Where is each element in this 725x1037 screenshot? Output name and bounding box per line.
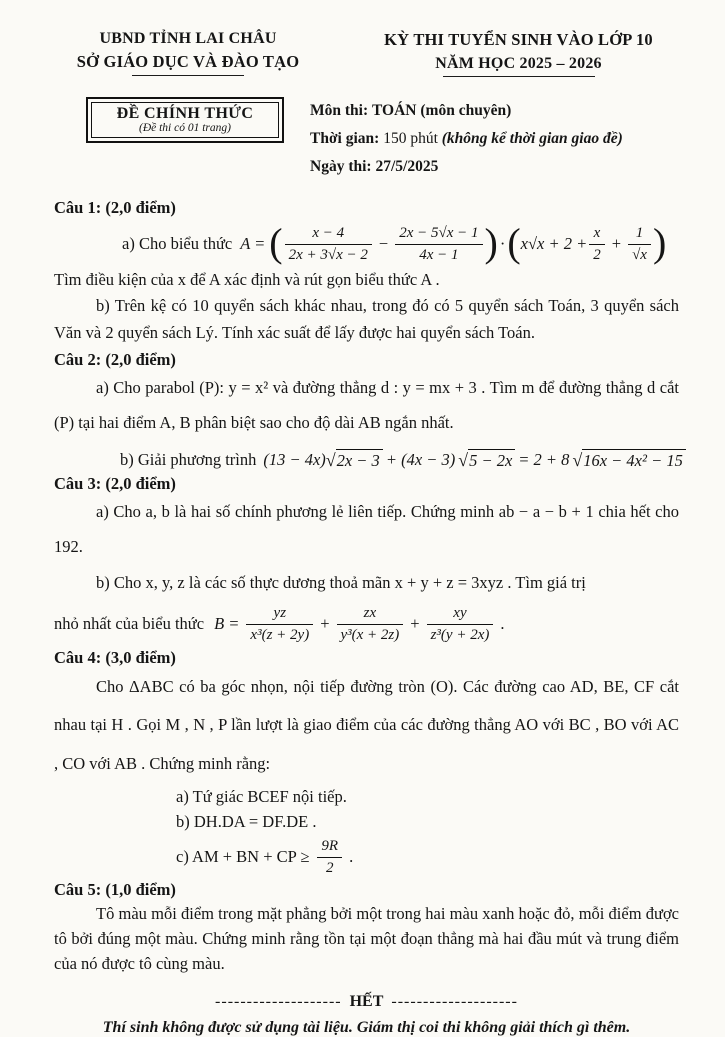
subject-value: TOÁN (môn chuyên)	[372, 102, 512, 120]
question-4-body: Cho ΔABC có ba góc nhọn, nội tiếp đường tròn (O). Các đường cao AD, BE, CF cắt nhau tại H . Gọi M , N , P lần lượt là giao điểm của các đường thẳng AO với BC , BO với AC , CO với AB . Chứng minh rằng:	[54, 676, 679, 774]
subject-label: Môn thi:	[310, 102, 369, 120]
fraction	[337, 604, 404, 645]
sqrt-sign: √	[458, 449, 469, 470]
fraction	[285, 224, 372, 265]
q2b-term2: + (4x − 3)	[385, 449, 456, 469]
time-value: 150 phút	[383, 130, 438, 148]
radicand: 5 − 2x	[468, 449, 515, 471]
fraction-denominator: y³(x + 2z)	[340, 626, 400, 643]
minus-operator: −	[378, 234, 389, 254]
question-1-title: Câu 1: (2,0 điểm)	[54, 198, 176, 218]
org-name-line2: SỞ GIÁO DỤC VÀ ĐÀO TẠO	[76, 52, 300, 71]
subject-line	[310, 97, 623, 125]
question-4-title: Câu 4: (3,0 điểm)	[54, 647, 176, 667]
right-paren: )	[484, 220, 498, 266]
org-underline	[132, 75, 244, 76]
question-2-title: Câu 2: (2,0 điểm)	[54, 349, 176, 369]
plus-operator: +	[410, 614, 420, 634]
time-label: Thời gian:	[310, 130, 380, 148]
school-year: NĂM HỌC 2025 – 2026	[435, 55, 602, 72]
header-right	[340, 30, 697, 77]
q1a-lead: A =	[240, 234, 266, 254]
fraction-numerator: yz	[246, 604, 313, 625]
dot-operator: ·	[499, 234, 506, 254]
left-paren: (	[269, 220, 283, 266]
sqrt-sign: √	[572, 449, 583, 470]
question-5-title: Câu 5: (1,0 điểm)	[54, 880, 176, 900]
time-note: (không kể thời gian giao đề)	[441, 130, 623, 148]
plus-operator: +	[320, 614, 330, 634]
question-1a-condition: Tìm điều kiện của x để A xác định và rút gọn biểu thức A .	[54, 269, 440, 289]
fraction-numerator: x − 4	[285, 224, 372, 245]
radicand: 2x − 3	[336, 449, 383, 471]
right-paren: )	[652, 220, 667, 266]
date-line	[310, 153, 623, 181]
official-box-subtitle: (Đề thi có 01 trang)	[139, 122, 231, 135]
question-3a-text: a) Cho a, b là hai số chính phương lẻ liên tiếp. Chứng minh ab − a − b + 1 chia hết cho 192.	[54, 501, 679, 557]
date-label: Ngày thi:	[310, 158, 372, 176]
fraction-numerator: 1	[628, 224, 651, 245]
question-3b-intro: b) Cho x, y, z là các số thực dương thoả mãn x + y + z = 3xyz . Tìm giá trị	[96, 572, 586, 592]
q3b-lead: B =	[214, 614, 240, 634]
plus-operator: +	[611, 234, 622, 254]
exam-info	[310, 97, 623, 181]
fraction-denominator: √x	[632, 246, 647, 263]
exam-title: KỲ THI TUYỂN SINH VÀO LỚP 10	[384, 30, 653, 49]
question-5-body: Tô màu mỗi điểm trong mặt phẳng bởi một trong hai màu xanh hoặc đỏ, mỗi điểm được tô bởi đúng một màu. Chứng minh rằng tồn tại một đoạn thẳng mà hai đầu mút và trung điểm của nó được tô cùng màu.	[54, 904, 679, 973]
fraction	[246, 604, 313, 645]
fraction-denominator: 2x + 3√x − 2	[288, 246, 368, 263]
fraction-numerator: 9R	[317, 837, 342, 858]
q4c-lead: c) AM + BN + CP ≥	[176, 847, 310, 867]
question-4-item-a: a) Tứ giác BCEF nội tiếp.	[176, 786, 347, 806]
fraction-denominator: 2	[325, 859, 334, 876]
sqrt-radical	[458, 449, 515, 471]
sqrt-sign: √	[325, 449, 336, 470]
header-left	[36, 30, 340, 77]
footer-note: Thí sinh không được sử dụng tài liệu. Giám thị coi thi không giải thích gì thêm.	[102, 1018, 631, 1036]
fraction	[628, 224, 651, 265]
fraction	[589, 224, 605, 265]
org-name-line1: UBND TỈNH LAI CHÂU	[99, 30, 277, 47]
q2b-term3: = 2 + 8	[518, 449, 570, 469]
date-value: 27/5/2025	[375, 158, 439, 176]
q1a-group-lead: x√x + 2 +	[520, 234, 588, 254]
fraction	[317, 837, 342, 878]
official-exam-box	[86, 97, 284, 143]
exam-body	[0, 181, 725, 1037]
end-marker-line	[54, 993, 679, 1011]
left-paren: (	[507, 220, 521, 266]
question-2b-equation	[120, 449, 683, 471]
q2b-prefix: b) Giải phương trình	[120, 449, 257, 469]
end-period: .	[349, 847, 354, 867]
subheader	[0, 97, 725, 181]
question-1a-formula	[122, 220, 679, 266]
fraction-numerator: zx	[337, 604, 404, 625]
end-period: .	[500, 614, 505, 634]
sqrt-radical	[572, 449, 685, 471]
fraction	[427, 604, 494, 645]
fraction-denominator: 2	[593, 246, 601, 263]
q1a-prefix: a) Cho biểu thức	[122, 234, 233, 254]
question-3b-formula	[54, 604, 679, 645]
dashes-left: --------------------	[215, 992, 342, 1010]
official-exam-box-inner	[91, 102, 279, 138]
time-line	[310, 125, 623, 153]
fraction-numerator: x	[589, 224, 605, 245]
year-underline	[443, 76, 595, 77]
q3b-cont: nhỏ nhất của biểu thức	[54, 614, 205, 634]
fraction-numerator: xy	[427, 604, 494, 625]
end-marker: HẾT	[349, 992, 384, 1010]
dashes-right: --------------------	[391, 992, 518, 1010]
question-2a-text: a) Cho parabol (P): y = x² và đường thẳng d : y = mx + 3 . Tìm m để đường thẳng d cắt (P) tại hai điểm A, B phân biệt sao cho độ dài AB ngắn nhất.	[54, 377, 679, 433]
official-box-title: ĐỀ CHÍNH THỨC	[116, 104, 254, 122]
fraction-denominator: 4x − 1	[419, 246, 459, 263]
question-4-item-b: b) DH.DA = DF.DE .	[176, 812, 317, 832]
question-4-item-c	[176, 837, 679, 878]
sqrt-radical	[326, 449, 383, 471]
fraction	[395, 224, 482, 265]
radicand: 16x − 4x² − 15	[582, 449, 686, 471]
fraction-numerator: 2x − 5√x − 1	[395, 224, 482, 245]
question-3-title: Câu 3: (2,0 điểm)	[54, 473, 176, 493]
q2b-term1: (13 − 4x)	[263, 449, 326, 469]
fraction-denominator: x³(z + 2y)	[250, 626, 310, 643]
question-1b-text: b) Trên kệ có 10 quyển sách khác nhau, trong đó có 5 quyển sách Toán, 3 quyển sách Văn và 2 quyển sách Lý. Tính xác suất để lấy được hai quyển sách Toán.	[54, 296, 679, 342]
header	[0, 30, 725, 77]
fraction-denominator: z³(y + 2x)	[430, 626, 490, 643]
